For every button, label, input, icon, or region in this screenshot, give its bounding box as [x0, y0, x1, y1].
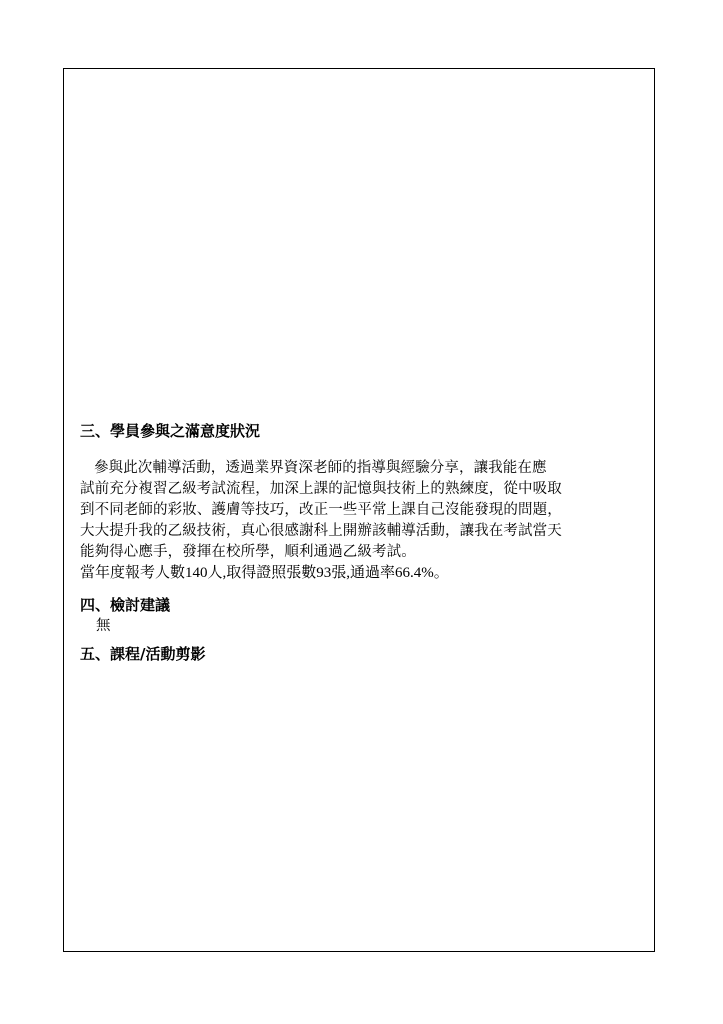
paragraph-line: 參與此次輔導活動，透過業界資深老師的指導與經驗分享，讓我能在應: [94, 460, 547, 476]
satisfaction-paragraph: [80, 458, 648, 563]
document-content: [80, 420, 648, 665]
paragraph-line: 試前充分複習乙級考試流程，加深上課的記憶與技術上的熟練度，從中吸取: [80, 481, 562, 497]
review-suggestion-text: 無: [96, 618, 111, 634]
paragraph-line: 大大提升我的乙級技術，真心很感謝科上開辦該輔導活動，讓我在考試當天: [80, 523, 562, 539]
exam-statistics: 當年度報考人數140人,取得證照張數93張,通過率66.4%。: [80, 565, 449, 581]
section-3-heading: 三、學員參與之滿意度狀況: [80, 422, 261, 440]
paragraph-line: 能夠得心應手，發揮在校所學，順利通過乙級考試。: [80, 544, 416, 560]
paragraph-line: 到不同老師的彩妝、護膚等技巧，改正一些平常上課自己沒能發現的問題，: [80, 502, 562, 518]
section-4-heading: 四、檢討建議: [80, 596, 171, 614]
section-5-heading: 五、課程/活動剪影: [80, 645, 206, 663]
